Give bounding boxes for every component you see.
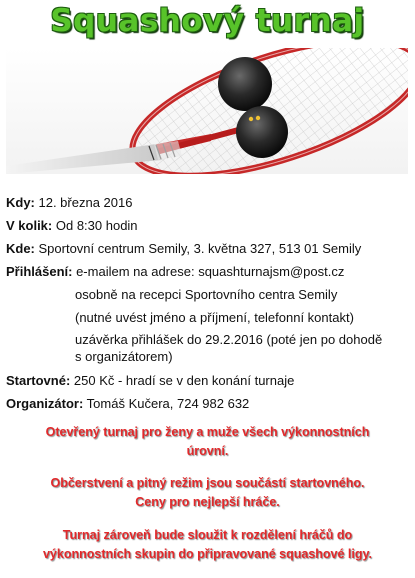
date-label: Kdy: xyxy=(6,195,35,210)
note-league xyxy=(0,526,415,564)
organizer-label: Organizátor: xyxy=(6,396,84,411)
time-value: Od 8:30 hodin xyxy=(52,218,138,233)
location-value: Sportovní centrum Semily, 3. května 327, 513 01 Semily xyxy=(34,241,362,256)
note-line-1: Otevřený turnaj pro ženy a muže všech výkonnostních xyxy=(45,425,370,439)
date-value: 12. března 2016 xyxy=(34,195,133,210)
note-refreshments xyxy=(0,474,415,512)
info-registration xyxy=(6,263,344,281)
note-line-3: Občerstvení a pitný režim jsou součástí startovného. xyxy=(50,476,365,490)
fee-label: Startovné: xyxy=(6,373,71,388)
info-time xyxy=(6,217,138,235)
note-line-2: úrovní. xyxy=(186,444,229,458)
note-line-6: výkonnostních skupin do připravované squashové ligy. xyxy=(42,547,372,561)
registration-label: Přihlášení: xyxy=(6,264,73,279)
organizer-value: Tomáš Kučera, 724 982 632 xyxy=(83,396,250,411)
fee-value: 250 Kč - hradí se v den konání turnaje xyxy=(70,373,295,388)
info-fee xyxy=(6,372,294,390)
registration-line-3: (nutné uvést jméno a příjmení, telefonní kontakt) xyxy=(75,310,354,325)
page-title: Squashový turnaj xyxy=(50,3,365,39)
registration-line-5: s organizátorem) xyxy=(75,349,173,364)
note-open-tournament xyxy=(0,423,415,461)
location-label: Kde: xyxy=(6,241,35,256)
info-date xyxy=(6,194,132,212)
info-organizer xyxy=(6,395,249,413)
note-line-4: Ceny pro nejlepší hráče. xyxy=(135,495,280,509)
time-label: V kolik: xyxy=(6,218,53,233)
registration-line-4: uzávěrka přihlášek do 29.2.2016 (poté jen po dohodě xyxy=(75,332,383,347)
squash-racket-and-balls-icon xyxy=(6,48,408,174)
registration-line-2: osobně na recepci Sportovního centra Semily xyxy=(75,287,338,302)
info-location xyxy=(6,240,361,258)
registration-value: e-mailem na adrese: squashturnajsm@post.cz xyxy=(72,264,345,279)
note-line-5: Turnaj zároveň bude sloužit k rozdělení hráčů do xyxy=(62,528,353,542)
